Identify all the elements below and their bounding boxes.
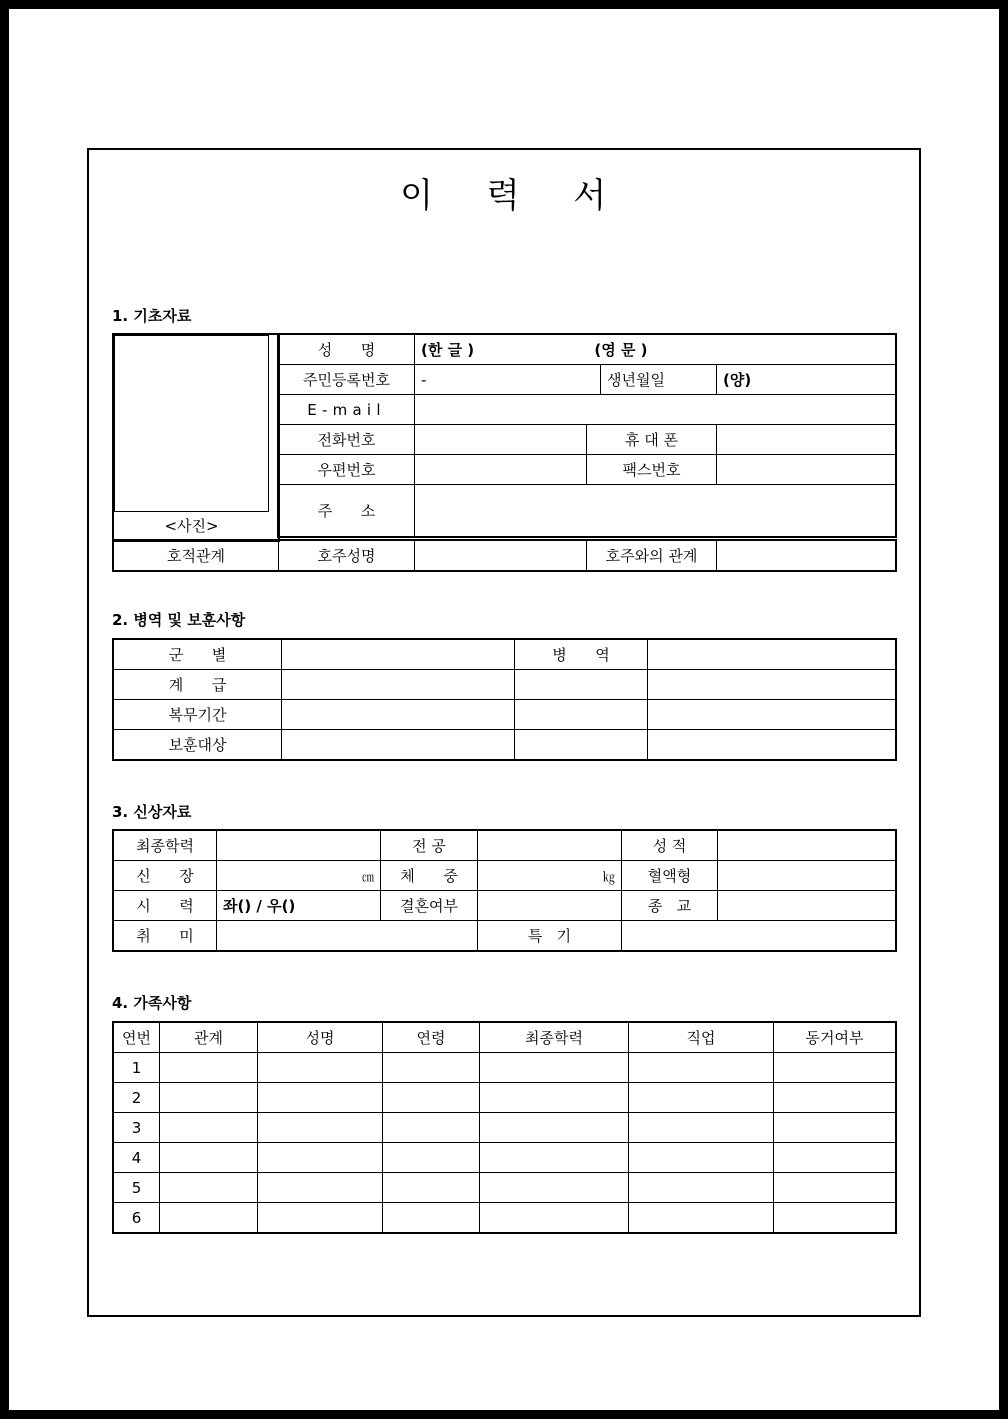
name-korean: (한 글 ): [421, 341, 475, 359]
military-period-extra-2[interactable]: [648, 700, 896, 730]
family-cell[interactable]: [480, 1203, 629, 1233]
section-title-family: 4. 가족사항: [112, 994, 192, 1012]
family-cell[interactable]: [160, 1203, 258, 1233]
family-cell[interactable]: [160, 1083, 258, 1113]
major-field[interactable]: [478, 831, 622, 861]
family-cell[interactable]: [774, 1083, 896, 1113]
family-cell[interactable]: [480, 1143, 629, 1173]
weight-field[interactable]: [478, 861, 622, 891]
name-english: (영 문 ): [594, 341, 648, 359]
grade-field[interactable]: [718, 831, 896, 861]
family-cell[interactable]: [258, 1113, 383, 1143]
family-header-no: 연번: [114, 1023, 160, 1053]
family-header-name: 성명: [258, 1023, 383, 1053]
family-cell[interactable]: [480, 1053, 629, 1083]
hobby-field[interactable]: [217, 921, 478, 951]
birth-date-label: 생년월일: [601, 365, 717, 395]
family-cell[interactable]: [774, 1053, 896, 1083]
military-table: [113, 639, 896, 760]
family-row-number: 2: [114, 1083, 160, 1113]
name-field[interactable]: [415, 335, 896, 365]
family-cell[interactable]: [480, 1113, 629, 1143]
family-row-number: 1: [114, 1053, 160, 1083]
religion-label: 종 교: [622, 891, 718, 921]
family-cell[interactable]: [480, 1083, 629, 1113]
military-rank-field[interactable]: [282, 670, 515, 700]
fax-label: 팩스번호: [587, 455, 717, 485]
family-cell[interactable]: [383, 1203, 480, 1233]
military-rank-extra-2[interactable]: [648, 670, 896, 700]
family-cell[interactable]: [383, 1113, 480, 1143]
family-row-number: 6: [114, 1203, 160, 1233]
family-header-cohabiting: 동거여부: [774, 1023, 896, 1053]
table-row: [114, 1173, 896, 1203]
family-cell[interactable]: [629, 1173, 774, 1203]
household-relation-label: 호주와의 관계: [587, 541, 717, 571]
grade-label: 성 적: [622, 831, 718, 861]
section-title-military: 2. 병역 및 보훈사항: [112, 611, 246, 629]
family-cell[interactable]: [629, 1203, 774, 1233]
veteran-label: 보훈대상: [114, 730, 282, 760]
military-rank-extra[interactable]: [515, 670, 648, 700]
name-label: 성 명: [279, 335, 415, 365]
photo-caption: <사진>: [164, 517, 219, 535]
table-row: [114, 1083, 896, 1113]
education-label: 최종학력: [114, 831, 217, 861]
veteran-extra[interactable]: [515, 730, 648, 760]
fax-field[interactable]: [717, 455, 896, 485]
table-row: [114, 1143, 896, 1173]
family-cell[interactable]: [629, 1143, 774, 1173]
family-row-number: 5: [114, 1173, 160, 1203]
family-register-label: 호적관계: [114, 541, 279, 571]
postal-code-field[interactable]: [415, 455, 587, 485]
family-cell[interactable]: [774, 1143, 896, 1173]
family-cell[interactable]: [383, 1083, 480, 1113]
document-title: [0, 168, 1008, 217]
weight-label: 체 중: [381, 861, 478, 891]
household-head-field[interactable]: [415, 541, 587, 571]
blood-type-field[interactable]: [718, 861, 896, 891]
family-cell[interactable]: [774, 1173, 896, 1203]
family-cell[interactable]: [629, 1083, 774, 1113]
family-table: [113, 1022, 896, 1233]
family-cell[interactable]: [383, 1143, 480, 1173]
email-field[interactable]: [415, 395, 896, 425]
postal-code-label: 우편번호: [279, 455, 415, 485]
education-field[interactable]: [217, 831, 381, 861]
vision-field[interactable]: 좌() / 우(): [217, 891, 381, 921]
address-label: 주 소: [279, 485, 415, 537]
phone-field[interactable]: [415, 425, 587, 455]
military-period-extra[interactable]: [515, 700, 648, 730]
military-rank-label: 계 급: [114, 670, 282, 700]
address-field[interactable]: [415, 485, 896, 537]
family-cell[interactable]: [480, 1173, 629, 1203]
family-header-relation: 관계: [160, 1023, 258, 1053]
title-char: 이: [400, 176, 435, 216]
veteran-field[interactable]: [282, 730, 515, 760]
title-char: 서: [573, 176, 608, 216]
family-row-number: 4: [114, 1143, 160, 1173]
military-period-field[interactable]: [282, 700, 515, 730]
family-cell[interactable]: [383, 1173, 480, 1203]
table-row: [114, 1053, 896, 1083]
family-cell[interactable]: [160, 1053, 258, 1083]
family-cell[interactable]: [383, 1053, 480, 1083]
skill-label: 특 기: [478, 921, 622, 951]
resident-number-field[interactable]: -: [415, 365, 601, 395]
family-cell[interactable]: [258, 1203, 383, 1233]
military-period-label: 복무기간: [114, 700, 282, 730]
religion-field[interactable]: [718, 891, 896, 921]
military-branch-field[interactable]: [282, 640, 515, 670]
family-cell[interactable]: [160, 1173, 258, 1203]
birth-date-field[interactable]: (양): [717, 365, 896, 395]
height-label: 신 장: [114, 861, 217, 891]
phone-label: 전화번호: [279, 425, 415, 455]
family-header-row: [114, 1023, 896, 1053]
family-cell[interactable]: [160, 1143, 258, 1173]
military-branch-label: 군 별: [114, 640, 282, 670]
title-char: 력: [486, 176, 522, 216]
family-cell[interactable]: [629, 1113, 774, 1143]
family-header-age: 연령: [383, 1023, 480, 1053]
hobby-label: 취 미: [114, 921, 217, 951]
mobile-label: 휴 대 폰: [587, 425, 717, 455]
family-cell[interactable]: [258, 1143, 383, 1173]
resident-number-label: 주민등록번호: [279, 365, 415, 395]
family-cell[interactable]: [629, 1053, 774, 1083]
table-row: [114, 1203, 896, 1233]
family-cell[interactable]: [258, 1053, 383, 1083]
mobile-field[interactable]: [717, 425, 896, 455]
skill-field[interactable]: [622, 921, 896, 951]
height-field[interactable]: [217, 861, 381, 891]
section-title-personal: 3. 신상자료: [112, 803, 192, 821]
photo-placeholder[interactable]: [114, 335, 269, 512]
family-register-row: [113, 540, 896, 571]
table-row: [114, 1113, 896, 1143]
vision-label: 시 력: [114, 891, 217, 921]
family-header-occupation: 직업: [629, 1023, 774, 1053]
veteran-extra-2[interactable]: [648, 730, 896, 760]
basic-info-table: [278, 334, 896, 537]
section-title-basic: 1. 기초자료: [112, 307, 192, 325]
family-cell[interactable]: [258, 1173, 383, 1203]
marital-status-field[interactable]: [478, 891, 622, 921]
household-head-label: 호주성명: [279, 541, 415, 571]
family-cell[interactable]: [258, 1083, 383, 1113]
military-service-field[interactable]: [648, 640, 896, 670]
marital-status-label: 결혼여부: [381, 891, 478, 921]
blood-type-label: 혈액형: [622, 861, 718, 891]
military-service-label: 병 역: [515, 640, 648, 670]
weight-unit: ㎏: [602, 870, 615, 884]
personal-table: [113, 830, 896, 951]
family-cell[interactable]: [160, 1113, 258, 1143]
email-label: E-mail: [279, 395, 415, 425]
height-unit: ㎝: [361, 870, 374, 884]
family-cell[interactable]: [774, 1113, 896, 1143]
family-cell[interactable]: [774, 1203, 896, 1233]
major-label: 전 공: [381, 831, 478, 861]
household-relation-field[interactable]: [717, 541, 896, 571]
family-header-education: 최종학력: [480, 1023, 629, 1053]
family-row-number: 3: [114, 1113, 160, 1143]
